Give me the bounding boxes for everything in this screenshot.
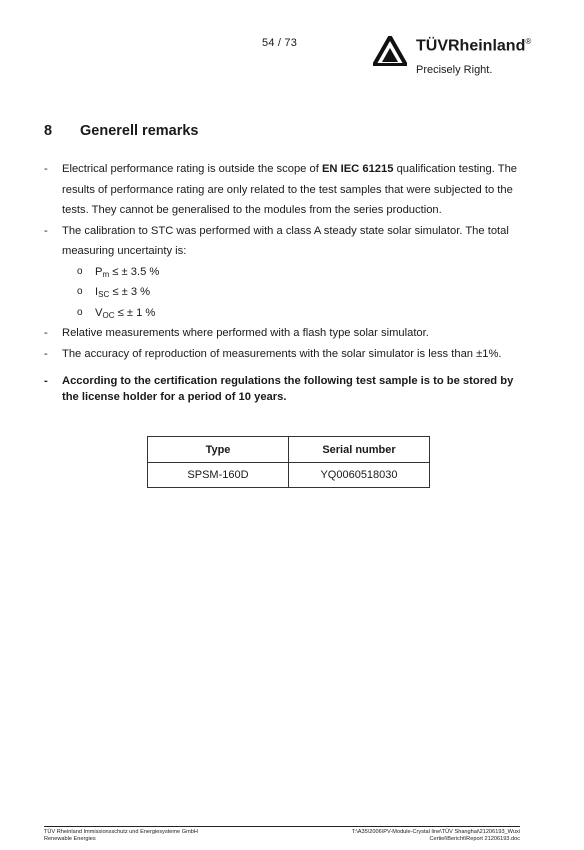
cell-type: SPSM-160D [148, 463, 289, 488]
column-header-type: Type [148, 437, 289, 463]
tuv-logo [373, 34, 563, 82]
sub-bullet-mark: o [77, 265, 83, 277]
sub-bullet-mark: o [77, 306, 83, 318]
logo-tagline: Precisely Right. [416, 64, 493, 76]
section-number: 8 [44, 123, 53, 139]
footer-company: TÜV Rheinland Immissionsschutz und Energiesysteme GmbH Renewable Energies [44, 829, 198, 842]
remarks-body [44, 159, 520, 405]
uncertainty-item: o $I_{SC}$ ≤ ± 3 % [44, 282, 520, 303]
remark-item: - Electrical performance rating is outside the scope of EN IEC 61215 qualification testing. The results of performance rating are only related to the test samples that were subjected to the tests. They cannot be generalised to the modules from the series production. [44, 159, 520, 221]
remark-item: - The calibration to STC was performed with a class A steady state solar simulator. The total measuring uncertainty is: [44, 221, 520, 262]
cell-serial: YQ0060518030 [289, 463, 430, 488]
bullet-mark: - [44, 224, 48, 237]
page-number: 54 / 73 [262, 37, 298, 49]
table-row [148, 463, 430, 488]
test-sample-table [147, 436, 430, 488]
storage-remark: - According to the certification regulations the following test sample is to be stored by the license holder for a period of 10 years. [44, 375, 514, 403]
table-header-row [148, 437, 430, 463]
triangle-logo-icon [373, 36, 407, 66]
bullet-mark: - [44, 163, 48, 175]
bullet-mark: - [44, 327, 48, 339]
uncertainty-item: o $P_m$ ≤ ± 3.5 % [44, 262, 520, 283]
footer-divider [44, 826, 520, 827]
section-heading [44, 123, 199, 139]
remark-item: - Relative measurements where performed with a flash type solar simulator. [44, 323, 520, 344]
remark-item: - The accuracy of reproduction of measurements with the solar simulator is less than ±1%. [44, 344, 520, 365]
logo-wordmark: TÜVRheinland® [416, 37, 532, 55]
sub-bullet-mark: o [77, 286, 83, 297]
section-title: Generell remarks [80, 123, 199, 139]
bullet-mark: - [44, 347, 48, 360]
standard-ref: EN IEC 61215 [321, 163, 394, 175]
bullet-mark: - [44, 375, 48, 387]
column-header-serial: Serial number [289, 437, 430, 463]
footer-file-path: T:\A35\2006\PV-Module-Crystal line\TÜV Shanghai\21206193_Wuxi Certiel\Bericht\Report 21206193.doc [351, 829, 520, 842]
uncertainty-item: o $V_{OC}$ ≤ ± 1 % [44, 303, 520, 324]
